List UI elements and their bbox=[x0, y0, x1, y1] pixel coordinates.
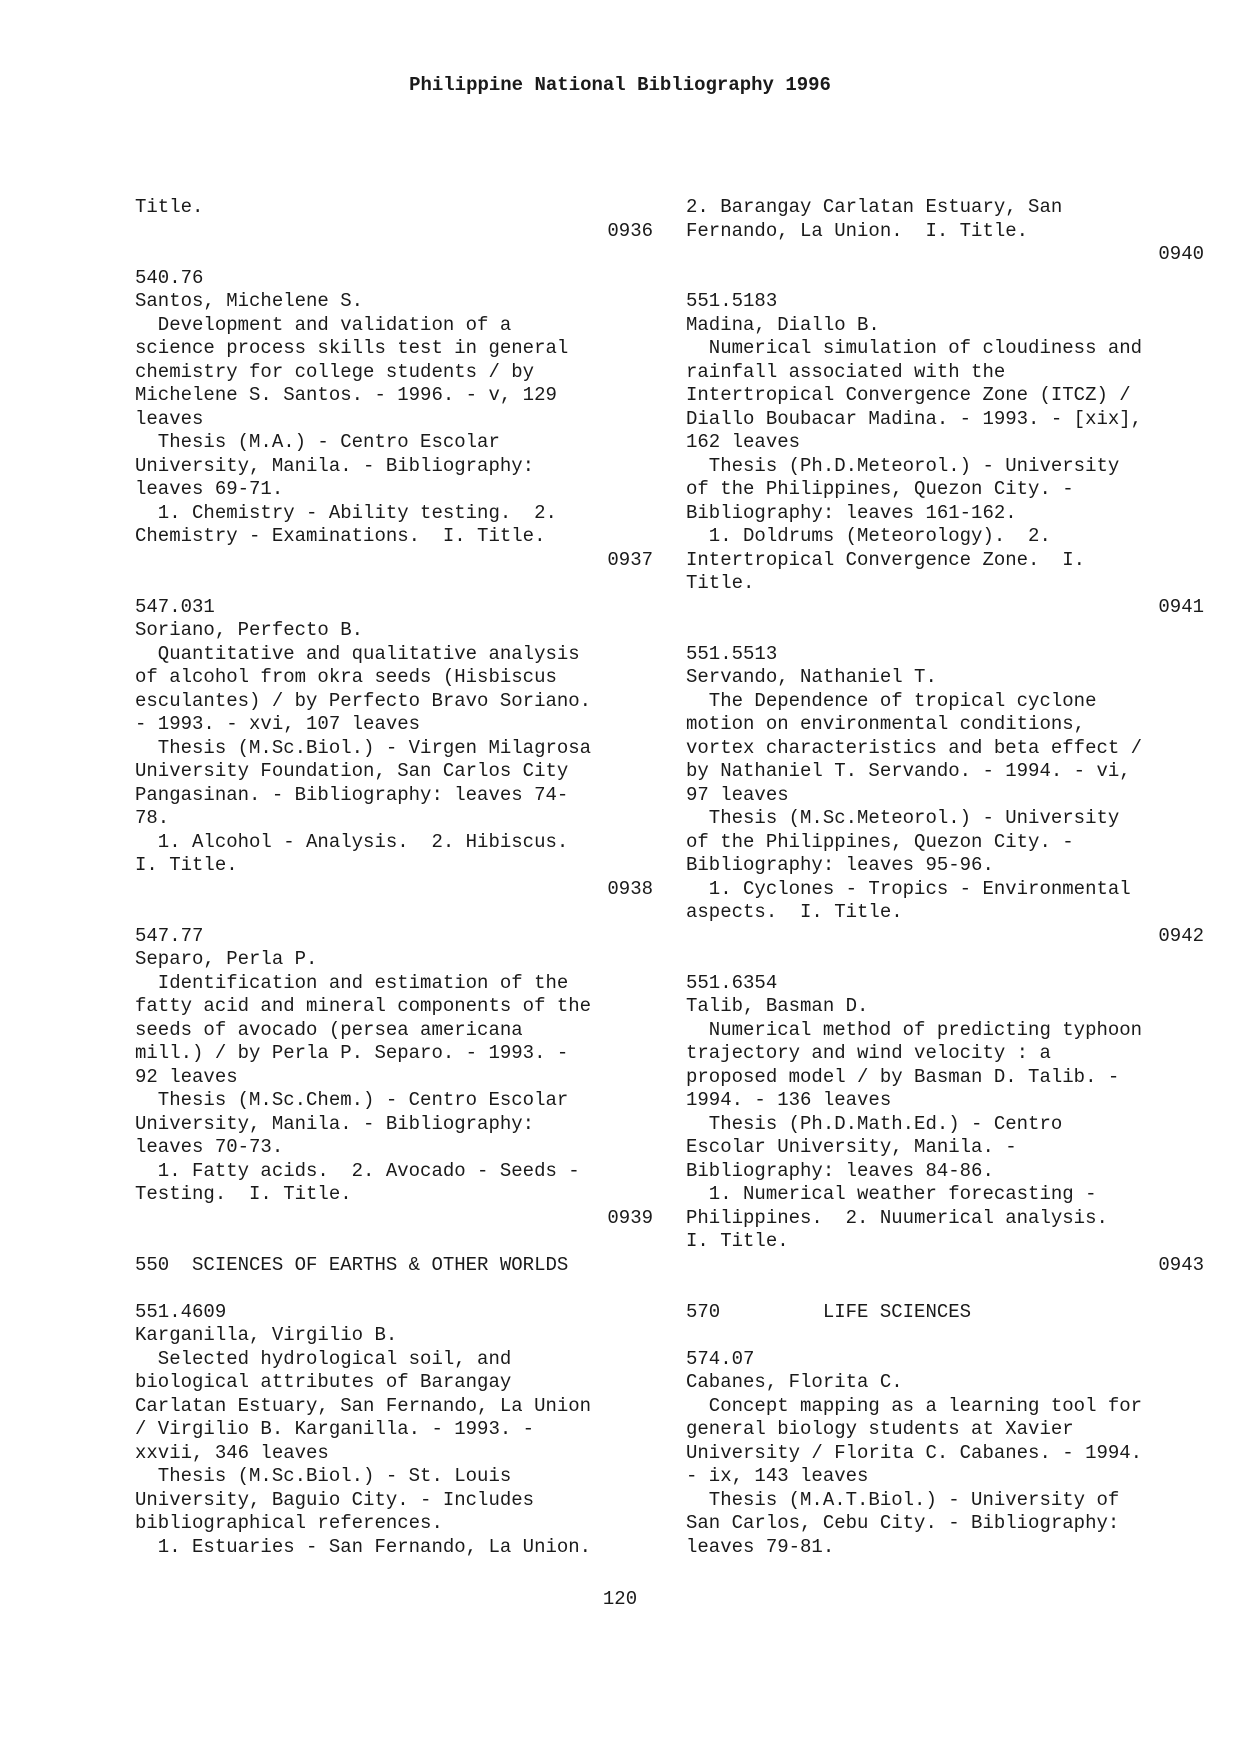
text-line: Intertropical Convergence Zone (ITCZ) / bbox=[686, 384, 1131, 406]
text-line: 551.5183 bbox=[686, 290, 778, 312]
page-title: Philippine National Bibliography 1996 bbox=[409, 74, 831, 96]
text-line: 1. Chemistry - Ability testing. 2. bbox=[135, 501, 557, 524]
text-line: Title. bbox=[686, 572, 755, 594]
text-line: 551.6354 bbox=[686, 971, 778, 994]
text-line: University, Baguio City. - Includes bbox=[135, 1488, 535, 1511]
entry-number: 0942 bbox=[1158, 924, 1204, 947]
text-line: Testing. I. Title. bbox=[135, 1183, 352, 1205]
text-line: Thesis (M.Sc.Chem.) - Centro Escolar bbox=[135, 1089, 569, 1111]
text-line: 162 leaves bbox=[686, 431, 801, 453]
text-line: San Carlos, Cebu City. - Bibliography: bbox=[686, 1512, 1120, 1534]
text-line: aspects. I. Title. bbox=[686, 901, 903, 923]
text-line: rainfall associated with the bbox=[686, 360, 1006, 383]
text-line: mill.) / by Perla P. Separo. - 1993. - bbox=[135, 1042, 569, 1064]
text-line: 1. Doldrums (Meteorology). 2. bbox=[686, 525, 1051, 547]
text-line: Thesis (M.A.) - Centro Escolar bbox=[135, 431, 500, 453]
text-line: Concept mapping as a learning tool for bbox=[686, 1394, 1143, 1417]
text-line: biological attributes of Barangay bbox=[135, 1371, 512, 1393]
text-line: leaves 70-73. bbox=[135, 1136, 284, 1158]
text-line: proposed model / by Basman D. Talib. - bbox=[686, 1065, 1120, 1088]
text-line: Separo, Perla P. bbox=[135, 948, 318, 970]
text-line: I. Title. bbox=[686, 1230, 789, 1252]
text-line: leaves bbox=[135, 407, 204, 430]
entry-number: 0936 bbox=[607, 219, 653, 242]
text-line: Thesis (M.A.T.Biol.) - University of bbox=[686, 1488, 1120, 1511]
page-number: 120 bbox=[602, 1588, 638, 1610]
entry-number: 0938 bbox=[607, 877, 653, 900]
text-line: University / Florita C. Cabanes. - 1994. bbox=[686, 1441, 1143, 1464]
text-line: Title. bbox=[135, 196, 204, 218]
text-line: Thesis (Ph.D.Math.Ed.) - Centro bbox=[686, 1112, 1063, 1135]
text-line: 78. bbox=[135, 807, 170, 829]
text-line: esculantes) / by Perfecto Bravo Soriano. bbox=[135, 689, 592, 712]
text-line: of the Philippines, Quezon City. - bbox=[686, 478, 1074, 500]
entry-number: 0939 bbox=[607, 1206, 653, 1229]
text-line: Selected hydrological soil, and bbox=[135, 1347, 512, 1370]
text-line: Bibliography: leaves 161-162. bbox=[686, 501, 1017, 524]
text-line: leaves 69-71. bbox=[135, 478, 284, 500]
text-line: - 1993. - xvi, 107 leaves bbox=[135, 713, 421, 735]
text-line: 547.77 bbox=[135, 924, 204, 947]
text-line: 2. Barangay Carlatan Estuary, San bbox=[686, 196, 1063, 218]
text-line: 551.5513 bbox=[686, 642, 778, 665]
text-line: Talib, Basman D. bbox=[686, 995, 869, 1017]
text-line: by Nathaniel T. Servando. - 1994. - vi, bbox=[686, 760, 1131, 782]
text-line: Numerical method of predicting typhoon bbox=[686, 1018, 1143, 1041]
text-line bbox=[686, 1277, 1204, 1301]
text-line: Numerical simulation of cloudiness and bbox=[686, 337, 1143, 359]
text-line: 1. Cyclones - Tropics - Environmental bbox=[686, 877, 1131, 900]
text-line: 92 leaves bbox=[135, 1065, 238, 1088]
text-line: 574.07 bbox=[686, 1347, 755, 1370]
text-line: motion on environmental conditions, bbox=[686, 713, 1086, 735]
text-line: Servando, Nathaniel T. bbox=[686, 666, 937, 688]
text-line: Intertropical Convergence Zone. I. bbox=[686, 548, 1086, 571]
text-line: Philippines. 2. Nuumerical analysis. bbox=[686, 1206, 1108, 1229]
text-line: Thesis (M.Sc.Biol.) - St. Louis bbox=[135, 1465, 512, 1487]
text-line bbox=[135, 901, 653, 925]
text-line bbox=[135, 1230, 653, 1254]
text-line: Karganilla, Virgilio B. bbox=[135, 1324, 398, 1346]
entry-number: 0937 bbox=[607, 548, 653, 571]
entry-number: 0943 bbox=[1158, 1253, 1204, 1276]
text-line bbox=[135, 572, 653, 596]
text-line: 1. Numerical weather forecasting - bbox=[686, 1183, 1097, 1205]
text-line: / Virgilio B. Karganilla. - 1993. - bbox=[135, 1418, 535, 1440]
text-line bbox=[686, 267, 1204, 291]
text-line: University, Manila. - Bibliography: bbox=[135, 454, 535, 477]
text-line: Quantitative and qualitative analysis bbox=[135, 642, 580, 665]
text-line bbox=[135, 1277, 653, 1301]
text-line: Diallo Boubacar Madina. - 1993. - [xix], bbox=[686, 407, 1143, 430]
text-line: 550 SCIENCES OF EARTHS & OTHER WORLDS bbox=[135, 1253, 569, 1276]
text-line: Escolar University, Manila. - bbox=[686, 1136, 1017, 1158]
text-line bbox=[135, 243, 653, 267]
text-line: science process skills test in general bbox=[135, 337, 569, 359]
text-line: Fernando, La Union. I. Title. bbox=[686, 219, 1029, 242]
text-line: 1. Fatty acids. 2. Avocado - Seeds - bbox=[135, 1159, 580, 1182]
text-line: Bibliography: leaves 84-86. bbox=[686, 1159, 994, 1182]
text-line: seeds of avocado (persea americana bbox=[135, 1018, 523, 1041]
text-line: Santos, Michelene S. bbox=[135, 290, 364, 312]
text-line: Cabanes, Florita C. bbox=[686, 1371, 903, 1393]
text-line: chemistry for college students / by bbox=[135, 360, 535, 383]
text-line: 1. Alcohol - Analysis. 2. Hibiscus. bbox=[135, 830, 569, 853]
left-column bbox=[135, 196, 653, 1559]
text-line: University Foundation, San Carlos City bbox=[135, 760, 569, 782]
text-line: - ix, 143 leaves bbox=[686, 1465, 869, 1487]
text-line: Identification and estimation of the bbox=[135, 971, 569, 994]
text-line: 570 LIFE SCIENCES bbox=[686, 1300, 972, 1323]
text-line: trajectory and wind velocity : a bbox=[686, 1042, 1051, 1064]
text-line: Soriano, Perfecto B. bbox=[135, 619, 364, 641]
text-line: of alcohol from okra seeds (Hisbiscus bbox=[135, 666, 557, 688]
text-line: 540.76 bbox=[135, 266, 204, 289]
text-line: xxvii, 346 leaves bbox=[135, 1441, 329, 1464]
text-line: of the Philippines, Quezon City. - bbox=[686, 830, 1074, 853]
text-line: Thesis (M.Sc.Biol.) - Virgen Milagrosa bbox=[135, 736, 592, 759]
text-line: Pangasinan. - Bibliography: leaves 74- bbox=[135, 783, 569, 806]
text-line: 97 leaves bbox=[686, 783, 789, 806]
text-line: University, Manila. - Bibliography: bbox=[135, 1112, 535, 1135]
text-line: Madina, Diallo B. bbox=[686, 313, 880, 336]
text-line: leaves 79-81. bbox=[686, 1535, 835, 1558]
text-line: bibliographical references. bbox=[135, 1512, 443, 1534]
text-line: general biology students at Xavier bbox=[686, 1418, 1074, 1440]
text-line bbox=[686, 619, 1204, 643]
text-line: I. Title. bbox=[135, 854, 238, 876]
entry-number: 0941 bbox=[1158, 595, 1204, 618]
text-line: vortex characteristics and beta effect / bbox=[686, 736, 1143, 759]
text-line: Carlatan Estuary, San Fernando, La Union bbox=[135, 1394, 592, 1417]
entry-number: 0940 bbox=[1158, 243, 1204, 265]
text-line: The Dependence of tropical cyclone bbox=[686, 689, 1097, 712]
right-column bbox=[686, 196, 1204, 1559]
text-line: fatty acid and mineral components of the bbox=[135, 995, 592, 1017]
text-line: Development and validation of a bbox=[135, 313, 512, 336]
text-line: Bibliography: leaves 95-96. bbox=[686, 854, 994, 876]
text-line: 551.4609 bbox=[135, 1300, 227, 1323]
text-line: Chemistry - Examinations. I. Title. bbox=[135, 525, 546, 547]
text-line: 1. Estuaries - San Fernando, La Union. bbox=[135, 1535, 592, 1558]
text-line: 1994. - 136 leaves bbox=[686, 1089, 892, 1111]
text-line: 547.031 bbox=[135, 595, 215, 618]
text-line: Thesis (Ph.D.Meteorol.) - University bbox=[686, 454, 1120, 477]
text-line: Michelene S. Santos. - 1996. - v, 129 bbox=[135, 384, 557, 406]
text-line: Thesis (M.Sc.Meteorol.) - University bbox=[686, 807, 1120, 829]
text-line bbox=[686, 1324, 1204, 1348]
text-line bbox=[686, 948, 1204, 972]
